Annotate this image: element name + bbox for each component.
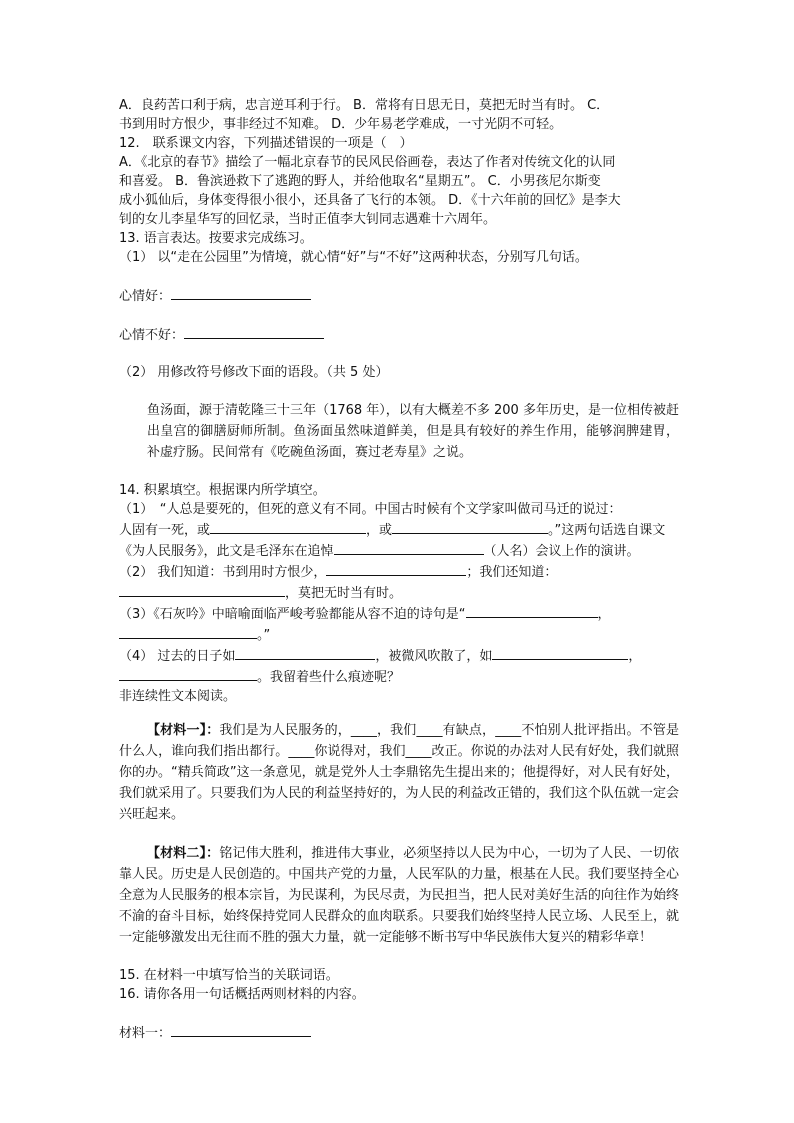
mood-good-blank[interactable] <box>171 285 311 300</box>
fill-blank[interactable] <box>119 582 285 597</box>
material-two <box>119 843 679 948</box>
q14-s3-line2 <box>119 624 679 645</box>
text: 人固有一死，或 <box>119 523 211 538</box>
mood-bad-blank[interactable] <box>184 324 324 339</box>
q12-options-line2: 和喜爱。 B．鲁滨逊救下了逃跑的野人，并给他取名“星期五”。 C．小男孩尼尔斯变 <box>119 174 601 189</box>
material-one-text: 我们是为人民服务的，____，我们____有缺点，____不怕别人批评指出。不管是什么人，谁向我们指出都行。____你说得对，我们____改正。你说的办法对人民有好处，我们就照你的办。“精兵简政”这一条意见，就是党外人士李鼎铭先生提出来的；他提得好，对人民有好处，我们就采用了。只要我们为人民的利益坚持好的，为人民的利益改正错的，我们这个队伍就一定会兴旺起来。 <box>119 723 679 822</box>
text: ，被微风吹散了，如 <box>375 649 493 664</box>
q14-s3-line1 <box>119 603 679 624</box>
material-one-answer-label: 材料一： <box>119 1026 172 1041</box>
text: ， <box>597 607 611 622</box>
fill-blank[interactable] <box>466 603 598 618</box>
text: （人名）会议上作的演讲。 <box>483 544 640 559</box>
material-two-text: 铭记伟大胜利，推进伟大事业，必须坚持以人民为中心，一切为了人民、一切依靠人民。历史是人民创造的。中国共产党的力量，人民军队的力量，根基在人民。我们要坚持全心全意为人民服务的根本宗旨，为民谋利，为民尽责，为民担当，把人民对美好生活的向往作为始终不渝的奋斗目标，始终保持党同人民群众的血肉联系。只要我们始终坚持人民立场、人民至上，就一定能够激发出无往而不胜的强大力量，就一定能够不断书写中华民族伟大复兴的精彩华章！ <box>119 846 679 945</box>
text: ， <box>628 649 642 664</box>
material-one-answer-line <box>119 1022 679 1043</box>
fill-blank[interactable] <box>119 666 257 681</box>
mood-bad-label: 心情不好： <box>119 328 185 343</box>
material-two-label: 【材料二】： <box>147 846 220 861</box>
q12-options-line3: 成小狐仙后，身体变得很小很小，还具备了飞行的本领。 D．《十六年前的回忆》是李大 <box>119 193 621 208</box>
q14-s4-line1 <box>119 645 679 666</box>
q14-s1-line2 <box>119 519 679 540</box>
q13-sub1: （1） 以“走在公园里”为情境，就心情“好”与“不好”这两种状态，分别写几句话。 <box>119 250 588 265</box>
fill-blank[interactable] <box>326 561 466 576</box>
text: 。我留着些什么痕迹呢？ <box>257 670 401 685</box>
q14-s2-line2 <box>119 582 679 603</box>
text: ，莫把无时当有时。 <box>285 586 403 601</box>
q14-s1-line1: （1） “人总是要死的，但死的意义有不同。中国古时候有个文学家叫做司马迁的说过： <box>119 502 622 517</box>
material-one-answer-blank[interactable] <box>171 1022 311 1037</box>
document-page <box>119 96 679 1043</box>
q14-s2-line1 <box>119 561 679 582</box>
q12-options-line4: 钊的女儿李星华写的回忆录，当时正值李大钊同志遇难十六周年。 <box>119 212 497 227</box>
fill-blank[interactable] <box>392 519 548 534</box>
q11-options-line1: A．良药苦口利于病，忠言逆耳利于行。 B．常将有日思无日，莫把无时当有时。 C． <box>119 98 610 113</box>
fish-soup-passage: 鱼汤面，源于清乾隆三十三年（1768 年），以有大概差不多 200 多年历史，是一位相传被赶出皇宫的御膳厨师所制。鱼汤面虽然味道鲜美，但是具有较好的养生作用，能够润脾建胃，补虚疗肠。民间常有《吃碗鱼汤面，赛过老寿星》之说。 <box>147 403 679 460</box>
text: 。” <box>257 628 271 643</box>
mood-good-label: 心情好： <box>119 289 172 304</box>
q14-s4-line2 <box>119 666 679 687</box>
text: 。”这两句话选自课文 <box>548 523 666 538</box>
material-one-label: 【材料一】： <box>147 723 220 738</box>
q13-sub2: （2） 用修改符号修改下面的语段。（共 5 处） <box>119 365 389 380</box>
q15-stem: 15. 在材料一中填写恰当的关联词语。 <box>119 968 339 983</box>
material-one <box>119 720 679 825</box>
q16-stem: 16. 请你各用一句话概括两则材料的内容。 <box>119 987 365 1002</box>
text: ，或 <box>366 523 393 538</box>
q12-stem: 12. 联系课文内容，下列描述错误的一项是（ ） <box>119 136 413 151</box>
fill-blank[interactable] <box>119 624 257 639</box>
q11-options-line2: 书到用时方恨少，事非经过不知难。 D．少年易老学难成，一寸光阴不可轻。 <box>119 117 563 132</box>
mood-good-line <box>119 285 679 306</box>
fill-blank[interactable] <box>492 645 628 660</box>
q12-options-line1: A．《北京的春节》描绘了一幅北京春节的民风民俗画卷，表达了作者对传统文化的认同 <box>119 155 616 170</box>
mood-bad-line <box>119 324 679 345</box>
text: （3）《石灰吟》中暗喻面临严峻考验都能从容不迫的诗句是“ <box>119 607 466 622</box>
fill-blank[interactable] <box>235 645 375 660</box>
fill-blank[interactable] <box>210 519 366 534</box>
q14-stem: 14. 积累填空。根据课内所学填空。 <box>119 483 326 498</box>
text: 《为人民服务》，此文是毛泽东在追悼 <box>119 544 334 559</box>
q14-s1-line3 <box>119 540 679 561</box>
reading-title: 非连续性文本阅读。 <box>119 689 237 704</box>
fill-blank[interactable] <box>334 540 484 555</box>
text: ；我们还知道： <box>466 565 558 580</box>
text: （2） 我们知道：书到用时方恨少， <box>119 565 327 580</box>
text: （4） 过去的日子如 <box>119 649 236 664</box>
q13-stem: 13. 语言表达。按要求完成练习。 <box>119 231 313 246</box>
